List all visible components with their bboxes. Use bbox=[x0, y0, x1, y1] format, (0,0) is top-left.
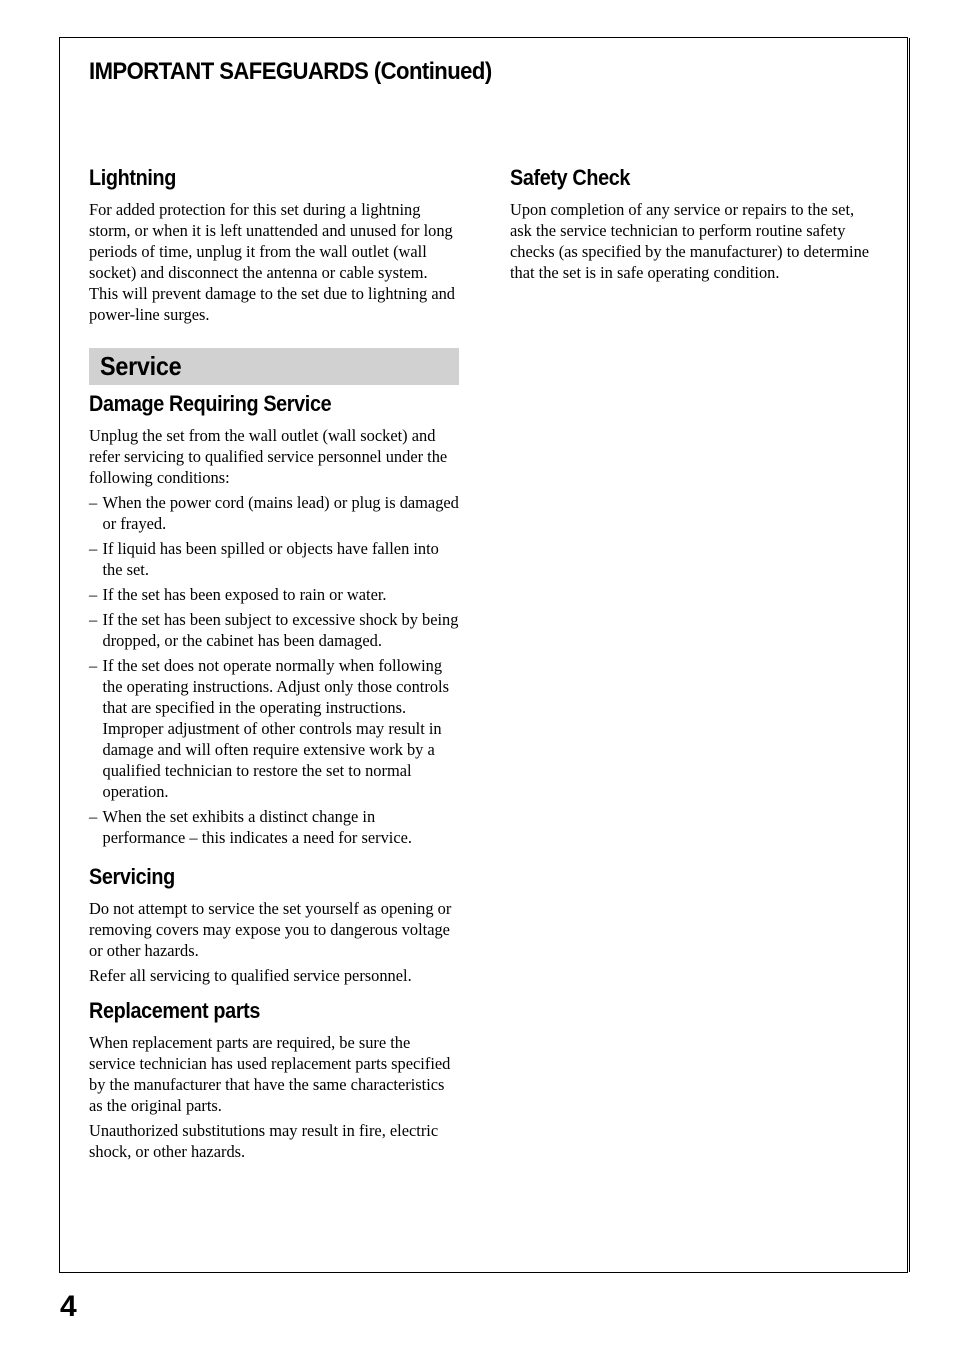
damage-conditions-list bbox=[89, 492, 459, 848]
dash-mark: – bbox=[89, 656, 98, 675]
list-item bbox=[89, 609, 459, 651]
servicing-section bbox=[89, 862, 459, 986]
safety-check-body: Upon completion of any service or repairs to the set, ask the service technician to perform routine safety checks (as specified by the manufacturer) to determine that the set is in safe operating condition. bbox=[510, 200, 870, 282]
right-column bbox=[510, 163, 872, 283]
list-item-text: If the set does not operate normally when following the operating instructions. Adjust only those controls that are specified in the operating instructions. Improper adjustment of other controls may result in damage and will often require extensive work by a qualified technician to restore the set to normal operation. bbox=[102, 656, 449, 801]
damage-heading: Damage Requiring Service bbox=[89, 391, 332, 416]
replacement-body-1: When replacement parts are required, be sure the service technician has used replacement parts specified by the manufacturer that have the same characteristics as the original parts. bbox=[89, 1033, 451, 1115]
list-item bbox=[89, 492, 459, 534]
lightning-body: For added protection for this set during a lightning storm, or when it is left unattended and unused for long periods of time, unplug it from the wall outlet (wall socket) and disconnect the antenna or cable system. This will prevent damage to the set due to lightning and power-line surges. bbox=[89, 200, 455, 324]
service-band-title: Service bbox=[100, 351, 182, 381]
list-item bbox=[89, 538, 459, 580]
service-band bbox=[89, 348, 459, 385]
replacement-body-2: Unauthorized substitutions may result in fire, electric shock, or other hazards. bbox=[89, 1121, 439, 1161]
damage-section bbox=[89, 389, 459, 848]
lightning-section bbox=[89, 163, 459, 325]
left-column bbox=[89, 163, 459, 1162]
list-item-text: If liquid has been spilled or objects have fallen into the set. bbox=[102, 539, 439, 579]
list-item-text: If the set has been subject to excessive shock by being dropped, or the cabinet has been damaged. bbox=[102, 610, 459, 650]
list-item bbox=[89, 584, 459, 605]
replacement-heading: Replacement parts bbox=[89, 998, 261, 1023]
page-header-title: IMPORTANT SAFEGUARDS (Continued) bbox=[89, 58, 492, 85]
servicing-heading: Servicing bbox=[89, 864, 175, 889]
servicing-body-2: Refer all servicing to qualified service personnel. bbox=[89, 966, 412, 985]
replacement-section bbox=[89, 996, 459, 1162]
dash-mark: – bbox=[89, 539, 98, 558]
dash-mark: – bbox=[89, 807, 98, 826]
page-number: 4 bbox=[60, 1290, 77, 1323]
list-item-text: When the set exhibits a distinct change in performance – this indicates a need for service. bbox=[102, 807, 412, 847]
dash-mark: – bbox=[89, 493, 98, 512]
list-item bbox=[89, 806, 459, 848]
dash-mark: – bbox=[89, 585, 98, 604]
lightning-heading: Lightning bbox=[89, 165, 176, 190]
damage-intro: Unplug the set from the wall outlet (wall socket) and refer servicing to qualified service personnel under the following conditions: bbox=[89, 426, 448, 487]
safety-check-section bbox=[510, 163, 872, 283]
safety-check-heading: Safety Check bbox=[510, 165, 631, 190]
servicing-body-1: Do not attempt to service the set yourself as opening or removing covers may expose you to dangerous voltage or other hazards. bbox=[89, 899, 452, 960]
list-item-text: When the power cord (mains lead) or plug is damaged or frayed. bbox=[102, 493, 459, 533]
list-item bbox=[89, 655, 459, 802]
list-item-text: If the set has been exposed to rain or water. bbox=[102, 585, 387, 604]
dash-mark: – bbox=[89, 610, 98, 629]
